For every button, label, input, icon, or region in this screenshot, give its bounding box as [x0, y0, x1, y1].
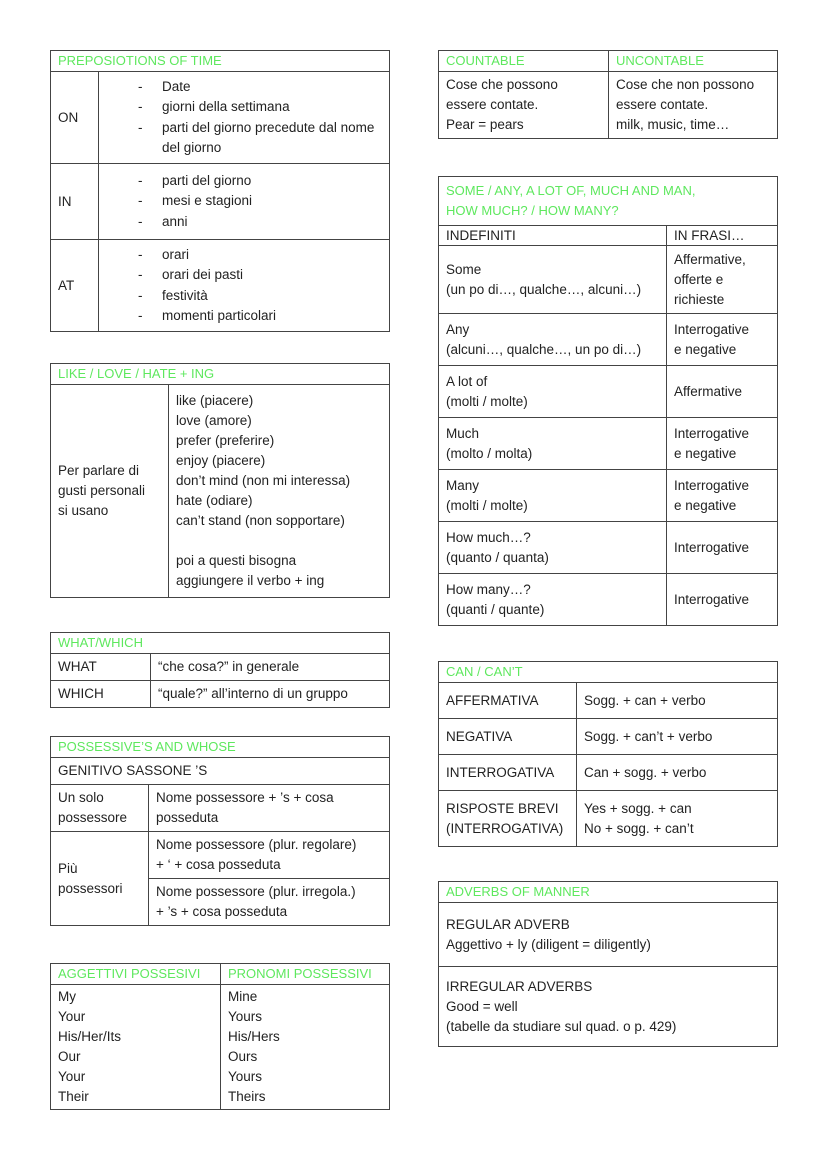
can-form-negativa: NEGATIVA: [439, 719, 577, 755]
can-rule: Sogg. + can’t + verbo: [577, 719, 778, 755]
can-form-interrogativa: INTERROGATIVA: [439, 755, 577, 791]
table-row: Some (un po di…, qualche…, alcuni…): [439, 246, 667, 314]
list-item: - giorni della settimana: [106, 97, 382, 118]
prep-label-at: AT: [51, 240, 99, 332]
table-cell: Interrogative e negative: [667, 314, 778, 366]
table-row: How many…? (quanti / quante): [439, 574, 667, 626]
indefiniti-header: INDEFINITI: [439, 226, 667, 246]
like-love-title: LIKE / LOVE / HATE + ING: [51, 364, 390, 385]
possessive-title: POSSESSIVE’S AND WHOSE: [51, 737, 390, 758]
multi-owner-label: Più possessori: [51, 832, 149, 926]
table-row: Many (molti / molte): [439, 470, 667, 522]
table-row: A lot of (molti / molte): [439, 366, 667, 418]
like-love-intro: Per parlare di gusti personali si usano: [51, 385, 169, 598]
can-form-risposte-brevi: RISPOSTE BREVI (INTERROGATIVA): [439, 791, 577, 847]
pronouns-title: PRONOMI POSSESSIVI: [221, 964, 390, 985]
some-any-table: [438, 176, 778, 626]
single-owner-label: Un solo possessore: [51, 785, 149, 832]
can-title: CAN / CAN’T: [439, 662, 778, 683]
list-item: - parti del giorno: [106, 171, 382, 192]
table-cell: Interrogative: [667, 574, 778, 626]
table-cell: Affermative, offerte e richieste: [667, 246, 778, 314]
uncountable-text: Cose che non possono essere contate. milk, music, time…: [609, 72, 778, 139]
which-meaning: “quale?” all’interno di un gruppo: [151, 681, 390, 708]
list-item: - orari dei pasti: [106, 265, 382, 286]
in-frasi-header: IN FRASI…: [667, 226, 778, 246]
adjectives-list: My Your His/Her/Its Our Your Their: [51, 985, 221, 1110]
multi-owner-rule-irregular: Nome possessore (plur. irregola.) + ’s + cosa posseduta: [149, 879, 390, 926]
list-item: - festività: [106, 286, 382, 307]
what-which-title: WHAT/WHICH: [51, 633, 390, 654]
list-item: - anni: [106, 212, 382, 233]
list-item: - mesi e stagioni: [106, 191, 382, 212]
possessive-subtitle: GENITIVO SASSONE ’S: [51, 758, 390, 785]
list-item: - parti del giorno precedute dal nome del giorno: [106, 118, 382, 159]
possessives-table: [50, 963, 390, 1110]
what-which-table: [50, 632, 390, 708]
regular-adverb: REGULAR ADVERB Aggettivo + ly (diligent = diligently): [439, 903, 778, 967]
some-any-title: SOME / ANY, A LOT OF, MUCH AND MAN, HOW MUCH? / HOW MANY?: [439, 177, 778, 226]
can-rule: Yes + sogg. + can No + sogg. + can’t: [577, 791, 778, 847]
prep-list-in: [106, 171, 382, 233]
list-item: - Date: [106, 77, 382, 98]
adjectives-title: AGGETTIVI POSSESIVI: [51, 964, 221, 985]
multi-owner-rule-regular: Nome possessore (plur. regolare) + ‘ + cosa posseduta: [149, 832, 390, 879]
can-table: [438, 661, 778, 847]
table-row: Any (alcuni…, qualche…, un po di…): [439, 314, 667, 366]
single-owner-rule: Nome possessore + ’s + cosa posseduta: [149, 785, 390, 832]
prepositions-title: PREPOSIOTIONS OF TIME: [51, 51, 390, 72]
like-love-table: [50, 363, 390, 598]
can-rule: Can + sogg. + verbo: [577, 755, 778, 791]
table-cell: Interrogative: [667, 522, 778, 574]
pronouns-list: Mine Yours His/Hers Ours Yours Theirs: [221, 985, 390, 1110]
list-item: - orari: [106, 245, 382, 266]
countable-text: Cose che possono essere contate. Pear = pears: [439, 72, 609, 139]
can-form-affermativa: AFFERMATIVA: [439, 683, 577, 719]
prep-label-in: IN: [51, 164, 99, 240]
irregular-adverbs: IRREGULAR ADVERBS Good = well (tabelle da studiare sul quad. o p. 429): [439, 967, 778, 1047]
can-rule: Sogg. + can + verbo: [577, 683, 778, 719]
adverbs-title: ADVERBS OF MANNER: [439, 882, 778, 903]
what-word: WHAT: [51, 654, 151, 681]
like-love-verbs: like (piacere) love (amore) prefer (preferire) enjoy (piacere) don’t mind (non mi interessa) hate (odiare) can’t stand (non sopportare) poi a questi bisogna aggiungere il verbo + ing: [169, 385, 390, 598]
table-row: Much (molto / molta): [439, 418, 667, 470]
uncountable-title: UNCONTABLE: [609, 51, 778, 72]
list-item: - momenti particolari: [106, 306, 382, 327]
prepositions-table: [50, 50, 390, 332]
what-meaning: “che cosa?” in generale: [151, 654, 390, 681]
table-cell: Interrogative e negative: [667, 418, 778, 470]
possessive-table: [50, 736, 390, 926]
table-cell: Interrogative e negative: [667, 470, 778, 522]
adverbs-table: [438, 881, 778, 1047]
prep-list-at: [106, 245, 382, 327]
table-row: How much…? (quanto / quanta): [439, 522, 667, 574]
prep-list-on: [106, 77, 382, 159]
prep-label-on: ON: [51, 72, 99, 164]
table-cell: Affermative: [667, 366, 778, 418]
countable-table: [438, 50, 778, 139]
which-word: WHICH: [51, 681, 151, 708]
countable-title: COUNTABLE: [439, 51, 609, 72]
